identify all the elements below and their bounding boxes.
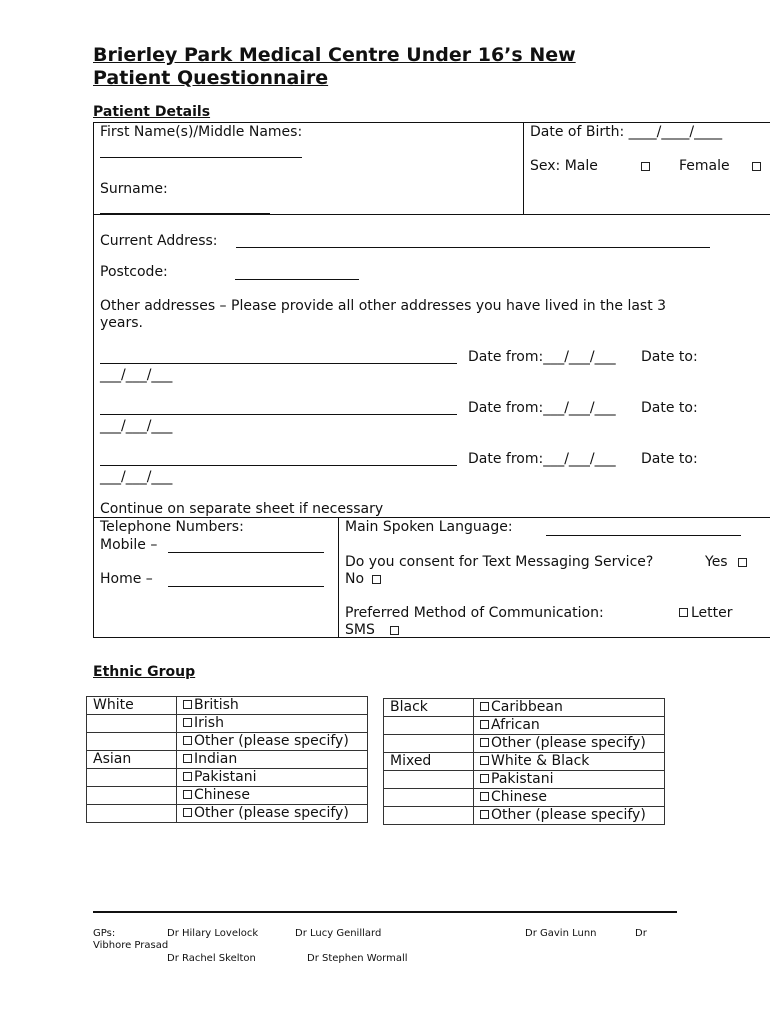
checkbox-icon[interactable] bbox=[480, 756, 489, 765]
table-row bbox=[384, 717, 665, 735]
home-phone-field[interactable] bbox=[168, 586, 324, 587]
gp-name: Dr Rachel Skelton bbox=[167, 953, 256, 964]
table-row bbox=[87, 715, 368, 733]
ethnic-option[interactable]: White & Black bbox=[474, 753, 665, 771]
ethnic-group-label bbox=[87, 769, 177, 787]
table-row bbox=[87, 697, 368, 715]
ethnic-group-label: Mixed bbox=[384, 753, 474, 771]
current-address-field[interactable] bbox=[236, 247, 710, 248]
female-checkbox[interactable] bbox=[752, 162, 761, 171]
gp-name: Dr Hilary Lovelock bbox=[167, 928, 259, 939]
ethnic-group-label bbox=[384, 771, 474, 789]
gp-name: Dr Stephen Wormall bbox=[307, 953, 408, 964]
ethnic-option[interactable]: Other (please specify) bbox=[474, 807, 665, 825]
female-label: Female bbox=[679, 158, 730, 174]
date-to-field[interactable]: ___/___/___ bbox=[100, 469, 173, 485]
box-left-border bbox=[93, 122, 94, 638]
ethnic-option[interactable]: Chinese bbox=[474, 789, 665, 807]
table-row bbox=[384, 807, 665, 825]
ethnic-option[interactable]: Irish bbox=[177, 715, 368, 733]
checkbox-icon[interactable] bbox=[480, 738, 489, 747]
first-names-field[interactable] bbox=[100, 157, 302, 158]
date-to-label: Date to: bbox=[641, 349, 698, 365]
ethnic-option[interactable]: British bbox=[177, 697, 368, 715]
ethnic-group-label bbox=[87, 733, 177, 751]
date-to-field[interactable]: ___/___/___ bbox=[100, 367, 173, 383]
sex-label: Sex: Male bbox=[530, 158, 598, 174]
ethnic-option[interactable]: Other (please specify) bbox=[177, 805, 368, 823]
mobile-field[interactable] bbox=[168, 552, 324, 553]
language-label: Main Spoken Language: bbox=[345, 519, 513, 535]
other-addresses-text-line2: years. bbox=[100, 315, 143, 331]
table-row bbox=[384, 735, 665, 753]
date-to-label: Date to: bbox=[641, 451, 698, 467]
sms-label: SMS bbox=[345, 622, 375, 638]
sms-checkbox[interactable] bbox=[390, 626, 399, 635]
continue-note: Continue on separate sheet if necessary bbox=[100, 501, 384, 517]
checkbox-icon[interactable] bbox=[183, 772, 192, 781]
male-checkbox[interactable] bbox=[641, 162, 650, 171]
checkbox-icon[interactable] bbox=[480, 774, 489, 783]
other-address-field[interactable] bbox=[100, 465, 457, 466]
ethnic-group-label bbox=[384, 717, 474, 735]
surname-label: Surname: bbox=[100, 181, 168, 197]
ethnic-table-left bbox=[86, 696, 368, 823]
patient-details-heading: Patient Details bbox=[93, 104, 211, 120]
box-bottom-border bbox=[93, 637, 770, 638]
checkbox-icon[interactable] bbox=[183, 808, 192, 817]
ethnic-option[interactable]: Pakistani bbox=[177, 769, 368, 787]
ethnic-group-label bbox=[384, 735, 474, 753]
checkbox-icon[interactable] bbox=[183, 790, 192, 799]
box-mid-divider bbox=[523, 122, 524, 214]
checkbox-icon[interactable] bbox=[183, 718, 192, 727]
ethnic-group-label: White bbox=[87, 697, 177, 715]
ethnic-group-heading: Ethnic Group bbox=[93, 664, 196, 680]
date-from-field[interactable]: Date from:___/___/___ bbox=[468, 400, 616, 416]
preferred-method-label: Preferred Method of Communication: bbox=[345, 605, 604, 621]
ethnic-group-label bbox=[87, 805, 177, 823]
ethnic-group-label bbox=[87, 715, 177, 733]
gp-name-part: Vibhore Prasad bbox=[93, 940, 169, 951]
letter-label: Letter bbox=[691, 605, 733, 621]
date-to-label: Date to: bbox=[641, 400, 698, 416]
footer-rule bbox=[93, 911, 677, 913]
other-address-field[interactable] bbox=[100, 363, 457, 364]
box-top-border bbox=[93, 122, 770, 123]
checkbox-icon[interactable] bbox=[480, 702, 489, 711]
text-consent-label: Do you consent for Text Messaging Service? bbox=[345, 554, 654, 570]
mobile-label: Mobile – bbox=[100, 537, 158, 553]
ethnic-table-right bbox=[383, 698, 665, 825]
checkbox-icon[interactable] bbox=[480, 792, 489, 801]
other-addresses-text-line1: Other addresses – Please provide all other addresses you have lived in the last 3 bbox=[100, 298, 667, 314]
ethnic-option[interactable]: Caribbean bbox=[474, 699, 665, 717]
ethnic-group-label bbox=[384, 807, 474, 825]
postcode-label: Postcode: bbox=[100, 264, 168, 280]
table-row bbox=[87, 733, 368, 751]
consent-yes-checkbox[interactable] bbox=[738, 558, 747, 567]
ethnic-option[interactable]: African bbox=[474, 717, 665, 735]
checkbox-icon[interactable] bbox=[480, 810, 489, 819]
first-names-label: First Name(s)/Middle Names: bbox=[100, 124, 303, 140]
table-row bbox=[87, 787, 368, 805]
table-row bbox=[384, 789, 665, 807]
checkbox-icon[interactable] bbox=[183, 700, 192, 709]
ethnic-group-label bbox=[87, 787, 177, 805]
surname-field[interactable] bbox=[100, 213, 270, 214]
table-row bbox=[87, 805, 368, 823]
table-row bbox=[384, 771, 665, 789]
form-title-line1: Brierley Park Medical Centre Under 16’s New bbox=[93, 44, 576, 66]
gp-name: Dr Gavin Lunn bbox=[525, 928, 597, 939]
names-row-bottom-border bbox=[93, 214, 770, 215]
ethnic-option[interactable]: Other (please specify) bbox=[177, 733, 368, 751]
consent-no-label: No bbox=[345, 571, 365, 587]
gp-name-part: Dr bbox=[635, 928, 647, 939]
dob-field[interactable]: Date of Birth: ____/____/____ bbox=[530, 124, 723, 140]
ethnic-option[interactable]: Other (please specify) bbox=[474, 735, 665, 753]
form-title-line2: Patient Questionnaire bbox=[93, 67, 329, 89]
gps-label: GPs: bbox=[93, 928, 116, 939]
ethnic-group-label bbox=[384, 789, 474, 807]
ethnic-option[interactable]: Chinese bbox=[177, 787, 368, 805]
consent-no-checkbox[interactable] bbox=[372, 575, 381, 584]
telephone-label: Telephone Numbers: bbox=[100, 519, 244, 535]
contact-divider bbox=[338, 517, 339, 638]
ethnic-group-label: Black bbox=[384, 699, 474, 717]
letter-checkbox[interactable] bbox=[679, 608, 688, 617]
table-row bbox=[87, 751, 368, 769]
checkbox-icon[interactable] bbox=[183, 736, 192, 745]
date-from-field[interactable]: Date from:___/___/___ bbox=[468, 451, 616, 467]
current-address-label: Current Address: bbox=[100, 233, 218, 249]
ethnic-group-label: Asian bbox=[87, 751, 177, 769]
table-row bbox=[384, 753, 665, 771]
date-from-field[interactable]: Date from:___/___/___ bbox=[468, 349, 616, 365]
ethnic-option[interactable]: Pakistani bbox=[474, 771, 665, 789]
other-address-field[interactable] bbox=[100, 414, 457, 415]
ethnic-option[interactable]: Indian bbox=[177, 751, 368, 769]
checkbox-icon[interactable] bbox=[480, 720, 489, 729]
home-label: Home – bbox=[100, 571, 153, 587]
consent-yes-label: Yes bbox=[705, 554, 728, 570]
postcode-field[interactable] bbox=[235, 279, 359, 280]
table-row bbox=[384, 699, 665, 717]
checkbox-icon[interactable] bbox=[183, 754, 192, 763]
date-to-field[interactable]: ___/___/___ bbox=[100, 418, 173, 434]
gp-name: Dr Lucy Genillard bbox=[295, 928, 382, 939]
language-field[interactable] bbox=[546, 535, 741, 536]
table-row bbox=[87, 769, 368, 787]
